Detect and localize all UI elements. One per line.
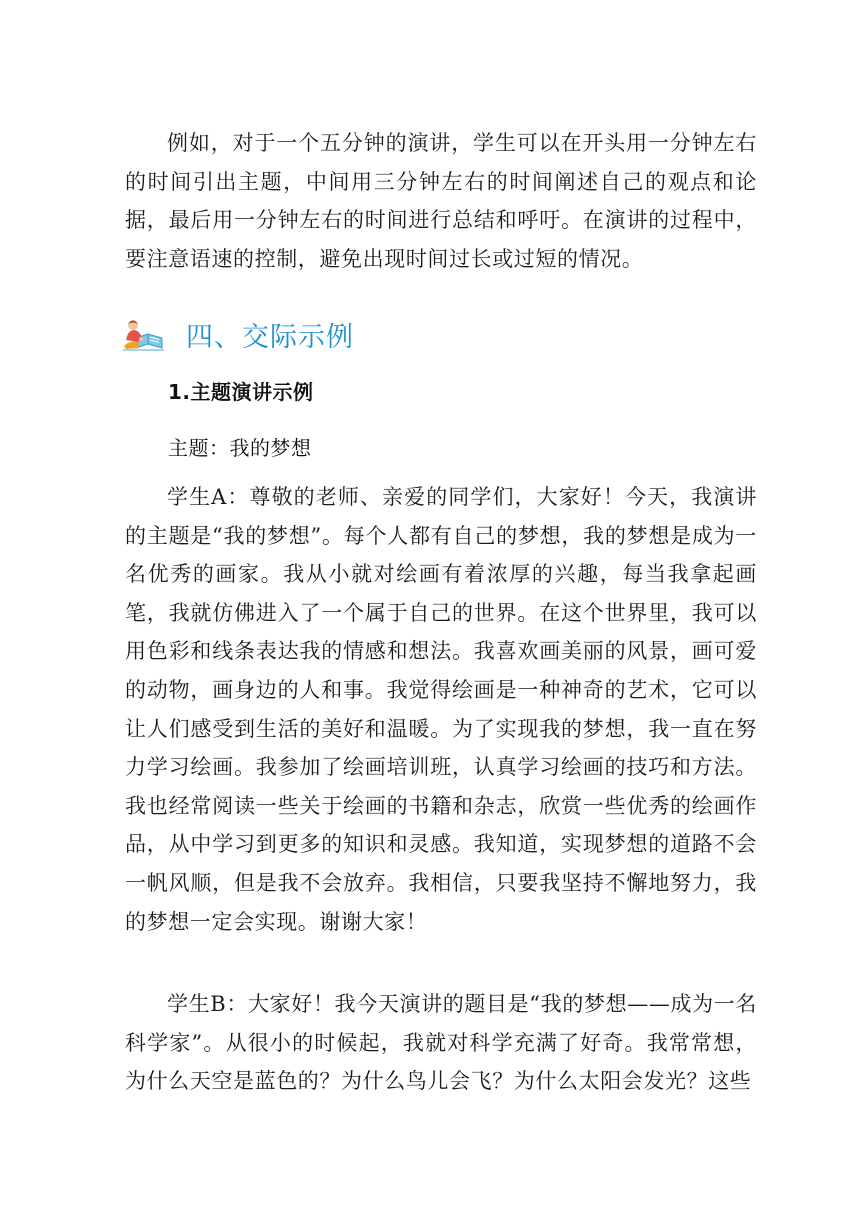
intro-paragraph: 例如，对于一个五分钟的演讲，学生可以在开头用一分钟左右的时间引出主题，中间用三分钟左右的时间阐述自己的观点和论据，最后用一分钟左右的时间进行总结和呼吁。在演讲的过程中，要注意语速的控制，避免出现时间过长或过短的情况。 [125,131,757,271]
speech-paragraph-student-a: 学生A：尊敬的老师、亲爱的同学们，大家好！今天，我演讲的主题是“我的梦想”。每个人都有自己的梦想，我的梦想是成为一名优秀的画家。我从小就对绘画有着浓厚的兴趣，每当我拿起画笔，我就仿佛进入了一个属于自己的世界。在这个世界里，我可以用色彩和线条表达我的情感和想法。我喜欢画美丽的风景，画可爱的动物，画身边的人和事。我觉得绘画是一种神奇的艺术，它可以让人们感受到生活的美好和温暖。为了实现我的梦想，我一直在努力学习绘画。我参加了绘画培训班，认真学习绘画的技巧和方法。我也经常阅读一些关于绘画的书籍和杂志，欣赏一些优秀的绘画作品，从中学习到更多的知识和灵感。我知道，实现梦想的道路不会一帆风顺，但是我不会放弃。我相信，只要我坚持不懈地努力，我的梦想一定会实现。谢谢大家！ [125,485,757,934]
reading-child-icon [122,316,166,352]
speech-paragraph-student-b: 学生B：大家好！我今天演讲的题目是“我的梦想——成为一名科学家”。从很小的时候起，我就对科学充满了好奇。我常常想，为什么天空是蓝色的？为什么鸟儿会飞？为什么太阳会发光？这些 [125,992,757,1094]
section-heading [122,314,354,354]
section-title: 四、交际示例 [186,321,354,353]
subsection-title: 1.主题演讲示例 [168,380,314,404]
speech-topic: 主题：我的梦想 [168,436,312,460]
